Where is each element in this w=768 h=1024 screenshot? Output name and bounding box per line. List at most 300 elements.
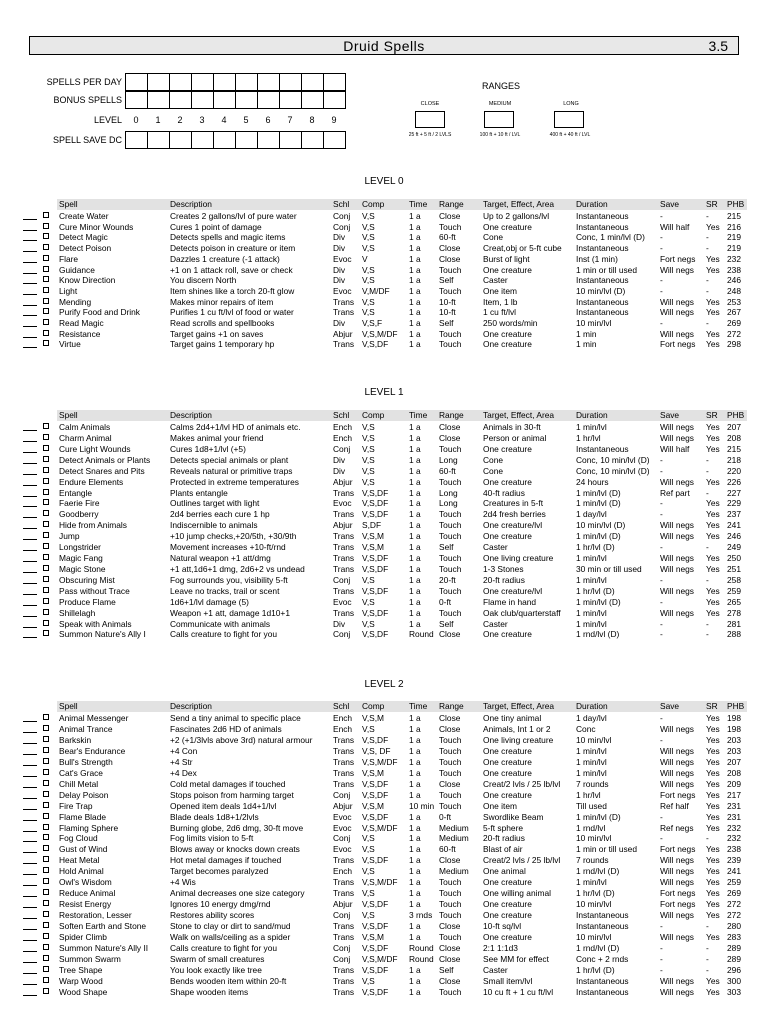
spell-checkbox[interactable] (43, 521, 49, 527)
prepared-count-line[interactable] (23, 732, 37, 733)
spell-checkbox[interactable] (43, 266, 49, 272)
casting-time: 1 a (409, 432, 421, 443)
spell-name: Bear's Endurance (59, 745, 126, 756)
grid-cell[interactable] (169, 131, 192, 149)
spell-checkbox[interactable] (43, 587, 49, 593)
prepared-count-line[interactable] (23, 315, 37, 316)
spell-resistance: Yes (706, 443, 720, 454)
spell-checkbox[interactable] (43, 824, 49, 830)
spell-checkbox[interactable] (43, 456, 49, 462)
prepared-count-line[interactable] (23, 743, 37, 744)
spell-checkbox[interactable] (43, 255, 49, 261)
close-range-box[interactable] (415, 111, 445, 128)
prepared-count-line[interactable] (23, 984, 37, 985)
phb-page: 239 (727, 855, 741, 866)
spell-target: One creature (483, 629, 532, 640)
prepared-count-line[interactable] (23, 572, 37, 573)
spell-components: V,S,M/DF (362, 756, 398, 767)
spell-range: Close (439, 778, 461, 789)
header-background (57, 410, 747, 421)
spell-row (0, 498, 768, 509)
spell-school: Evoc (333, 253, 352, 264)
spell-resistance: Yes (706, 476, 720, 487)
prepared-count-line[interactable] (23, 430, 37, 431)
prepared-count-line[interactable] (23, 907, 37, 908)
long-range-box[interactable] (554, 111, 584, 128)
grid-cell[interactable] (257, 73, 280, 91)
spell-checkbox[interactable] (43, 308, 49, 314)
prepared-count-line[interactable] (23, 616, 37, 617)
spell-checkbox[interactable] (43, 499, 49, 505)
spell-duration: Inst (1 min) (576, 253, 618, 264)
spell-components: V,S (362, 243, 375, 254)
spell-checkbox[interactable] (43, 769, 49, 775)
spell-checkbox[interactable] (43, 565, 49, 571)
spell-checkbox[interactable] (43, 988, 49, 994)
spell-duration: Instantaneous (576, 986, 629, 997)
phb-page: 265 (727, 596, 741, 607)
spell-checkbox[interactable] (43, 287, 49, 293)
prepared-count-line[interactable] (23, 240, 37, 241)
spell-checkbox[interactable] (43, 889, 49, 895)
spell-range: Touch (439, 800, 462, 811)
grid-cell[interactable] (125, 91, 148, 109)
spell-checkbox[interactable] (43, 598, 49, 604)
spell-description: Animal decreases one size category (170, 888, 305, 899)
spell-resistance: Yes (706, 553, 720, 564)
grid-cell[interactable] (169, 73, 192, 91)
spell-duration: 1 min/lvl (576, 422, 607, 432)
spell-checkbox[interactable] (43, 212, 49, 218)
spell-components: V,S,DF (362, 986, 389, 997)
spell-name: Animal Messenger (59, 713, 129, 723)
prepared-count-line[interactable] (23, 627, 37, 628)
grid-cell[interactable] (147, 73, 170, 91)
spell-target: Small item/lvl (483, 975, 533, 986)
saving-throw: Will half (660, 221, 690, 232)
prepared-count-line[interactable] (23, 809, 37, 810)
grid-cell[interactable] (169, 91, 192, 109)
spell-checkbox[interactable] (43, 576, 49, 582)
grid-cell[interactable] (235, 91, 258, 109)
spell-checkbox[interactable] (43, 758, 49, 764)
spell-description: Creates 2 gallons/lvl of pure water (170, 211, 297, 221)
prepared-count-line[interactable] (23, 918, 37, 919)
spell-name: Restoration, Lesser (59, 910, 132, 921)
prepared-count-line[interactable] (23, 452, 37, 453)
prepared-count-line[interactable] (23, 605, 37, 606)
spell-description: Indiscernible to animals (170, 520, 258, 531)
spell-checkbox[interactable] (43, 845, 49, 851)
saving-throw: Will negs (660, 531, 694, 542)
prepared-count-line[interactable] (23, 561, 37, 562)
prepared-count-line[interactable] (23, 754, 37, 755)
spell-range: Touch (439, 553, 462, 564)
prepared-count-line[interactable] (23, 347, 37, 348)
medium-range-box[interactable] (484, 111, 514, 128)
prepared-count-line[interactable] (23, 337, 37, 338)
spell-duration: 1 hr/lvl (D) (576, 888, 615, 899)
spell-range: Touch (439, 877, 462, 888)
grid-cell[interactable] (213, 131, 236, 149)
spell-components: V,S (362, 454, 375, 465)
spell-target: One tiny animal (483, 713, 542, 723)
spell-checkbox[interactable] (43, 900, 49, 906)
saving-throw: - (660, 275, 663, 286)
prepared-count-line[interactable] (23, 831, 37, 832)
spell-name: Detect Snares and Pits (59, 465, 145, 476)
spell-name: Tree Shape (59, 964, 103, 975)
spell-checkbox[interactable] (43, 609, 49, 615)
prepared-count-line[interactable] (23, 973, 37, 974)
spell-components: V,S,M (362, 800, 385, 811)
phb-page: 231 (727, 811, 741, 822)
spell-description: Shape wooden items (170, 986, 249, 997)
prepared-count-line[interactable] (23, 326, 37, 327)
saving-throw: - (660, 921, 663, 932)
saving-throw: - (660, 618, 663, 629)
prepared-count-line[interactable] (23, 787, 37, 788)
spell-table-header (0, 701, 768, 713)
spell-checkbox[interactable] (43, 736, 49, 742)
spell-checkbox[interactable] (43, 340, 49, 346)
grid-cell[interactable] (213, 91, 236, 109)
casting-time: 1 a (409, 844, 421, 855)
casting-time: 1 a (409, 866, 421, 877)
prepared-count-line[interactable] (23, 765, 37, 766)
spell-checkbox[interactable] (43, 630, 49, 636)
saving-throw: - (660, 574, 663, 585)
spell-range: Touch (439, 339, 462, 350)
casting-time: 1 a (409, 542, 421, 553)
grid-cell[interactable] (279, 91, 302, 109)
grid-cell[interactable] (257, 91, 280, 109)
casting-time: 1 a (409, 833, 421, 844)
prepared-count-line[interactable] (23, 776, 37, 777)
grid-cell[interactable] (323, 131, 346, 149)
prepared-count-line[interactable] (23, 474, 37, 475)
spell-checkbox[interactable] (43, 276, 49, 282)
spell-duration: 1 min (576, 339, 597, 350)
phb-page: 238 (727, 264, 741, 275)
spell-checkbox[interactable] (43, 233, 49, 239)
spell-name: Resistance (59, 328, 101, 339)
spell-name: Animal Trance (59, 723, 113, 734)
spell-checkbox[interactable] (43, 223, 49, 229)
spell-range: 10-ft (439, 307, 456, 318)
phb-page: 269 (727, 318, 741, 328)
spell-checkbox[interactable] (43, 878, 49, 884)
grid-cell[interactable] (301, 73, 324, 91)
spell-row (0, 564, 768, 575)
casting-time: 1 a (409, 811, 421, 822)
prepared-count-line[interactable] (23, 874, 37, 875)
spell-components: V,S (362, 833, 375, 844)
prepared-count-line[interactable] (23, 852, 37, 853)
spell-row (0, 757, 768, 768)
spell-school: Div (333, 243, 346, 254)
spell-range: Self (439, 542, 454, 553)
prepared-count-line[interactable] (23, 550, 37, 551)
spell-school: Conj (333, 833, 351, 844)
grid-cell[interactable] (147, 91, 170, 109)
spell-checkbox[interactable] (43, 966, 49, 972)
casting-time: 1 a (409, 574, 421, 585)
spell-checkbox[interactable] (43, 933, 49, 939)
grid-cell[interactable] (191, 131, 214, 149)
spell-range: Close (439, 855, 461, 866)
spell-name: Wood Shape (59, 986, 108, 997)
spell-school: Abjur (333, 328, 353, 339)
spell-row (0, 921, 768, 932)
spell-name: Gust of Wind (59, 844, 108, 855)
grid-cell[interactable] (301, 131, 324, 149)
casting-time: 1 a (409, 307, 421, 318)
spell-checkbox[interactable] (43, 532, 49, 538)
spell-duration: 1 rnd/lvl (D) (576, 629, 620, 640)
spell-checkbox[interactable] (43, 423, 49, 429)
spell-resistance: Yes (706, 910, 720, 921)
prepared-count-line[interactable] (23, 995, 37, 996)
grid-cell[interactable] (191, 91, 214, 109)
spell-checkbox[interactable] (43, 319, 49, 325)
prepared-count-line[interactable] (23, 506, 37, 507)
spell-resistance: Yes (706, 745, 720, 756)
spell-checkbox[interactable] (43, 791, 49, 797)
spell-row (0, 768, 768, 779)
spell-target: Animals in 30-ft (483, 422, 541, 432)
prepared-count-line[interactable] (23, 528, 37, 529)
spell-row (0, 724, 768, 735)
prepared-count-line[interactable] (23, 885, 37, 886)
spell-checkbox[interactable] (43, 911, 49, 917)
prepared-count-line[interactable] (23, 230, 37, 231)
spell-range: 60-ft (439, 844, 456, 855)
saving-throw: Will negs (660, 553, 694, 564)
prepared-count-line[interactable] (23, 962, 37, 963)
spell-checkbox[interactable] (43, 944, 49, 950)
spell-name: Fog Cloud (59, 833, 98, 844)
prepared-count-line[interactable] (23, 539, 37, 540)
spell-resistance: - (706, 942, 709, 953)
saving-throw: - (660, 454, 663, 465)
spell-name: Mending (59, 296, 92, 307)
casting-time: 1 a (409, 253, 421, 264)
spell-duration: 1 hr/lvl (576, 789, 601, 800)
prepared-count-line[interactable] (23, 485, 37, 486)
spell-duration: 1 min/lvl (576, 877, 607, 888)
prepared-count-line[interactable] (23, 820, 37, 821)
spell-checkbox[interactable] (43, 780, 49, 786)
spell-duration: 1 day/lvl (576, 509, 607, 520)
prepared-count-line[interactable] (23, 594, 37, 595)
saving-throw: - (660, 964, 663, 975)
spell-save-dc-cells[interactable] (125, 131, 345, 149)
saving-throw: Ref negs (660, 822, 694, 833)
prepared-count-line[interactable] (23, 896, 37, 897)
phb-page: 280 (727, 921, 741, 932)
spell-checkbox[interactable] (43, 620, 49, 626)
prepared-count-line[interactable] (23, 929, 37, 930)
grid-cell[interactable] (323, 91, 346, 109)
spell-components: V,S (362, 618, 375, 629)
prepared-count-line[interactable] (23, 863, 37, 864)
casting-time: 1 a (409, 275, 421, 286)
saving-throw: Will negs (660, 866, 694, 877)
spell-checkbox[interactable] (43, 330, 49, 336)
spell-description: Detects special animals or plant (170, 454, 289, 465)
spell-school: Ench (333, 422, 353, 432)
spells-per-day-cells[interactable] (125, 73, 345, 91)
spell-row (0, 812, 768, 823)
casting-time: 1 a (409, 986, 421, 997)
spell-checkbox[interactable] (43, 834, 49, 840)
spell-name: Resist Energy (59, 899, 112, 910)
casting-time: Round (409, 942, 434, 953)
spell-checkbox[interactable] (43, 856, 49, 862)
spell-target: Caster (483, 542, 508, 553)
spell-school: Conj (333, 910, 351, 921)
spell-duration: Instantaneous (576, 221, 629, 232)
phb-page: 250 (727, 553, 741, 564)
spell-range: Touch (439, 986, 462, 997)
spell-checkbox[interactable] (43, 802, 49, 808)
spell-range: Touch (439, 531, 462, 542)
spell-description: +4 Con (170, 745, 198, 756)
spell-table-header (0, 410, 768, 422)
prepared-count-line[interactable] (23, 294, 37, 295)
prepared-count-line[interactable] (23, 517, 37, 518)
spell-description: Protected in extreme temperatures (170, 476, 299, 487)
spell-target: 40-ft radius (483, 487, 525, 498)
spell-row (0, 265, 768, 276)
grid-cell[interactable] (213, 73, 236, 91)
spell-resistance: - (706, 454, 709, 465)
bonus-spells-cells[interactable] (125, 91, 345, 109)
spell-checkbox[interactable] (43, 977, 49, 983)
prepared-count-line[interactable] (23, 262, 37, 263)
grid-cell[interactable] (257, 131, 280, 149)
saving-throw: Will negs (660, 520, 694, 531)
spell-target: One creature (483, 328, 532, 339)
spell-description: Read scrolls and spellbooks (170, 318, 275, 328)
prepared-count-line[interactable] (23, 283, 37, 284)
spell-checkbox[interactable] (43, 543, 49, 549)
casting-time: 1 a (409, 822, 421, 833)
prepared-count-line[interactable] (23, 637, 37, 638)
spell-checkbox[interactable] (43, 725, 49, 731)
saving-throw: Will negs (660, 855, 694, 866)
spell-name: Bull's Strength (59, 756, 113, 767)
column-header-spell-resistance: SR (706, 701, 718, 711)
spell-duration: 1 min or till used (576, 264, 637, 275)
saving-throw: Will negs (660, 296, 694, 307)
grid-cell[interactable] (125, 131, 148, 149)
spell-components: V,S (362, 975, 375, 986)
prepared-count-line[interactable] (23, 219, 37, 220)
prepared-count-line[interactable] (23, 583, 37, 584)
prepared-count-line[interactable] (23, 940, 37, 941)
spell-row (0, 735, 768, 746)
spell-checkbox[interactable] (43, 955, 49, 961)
casting-time: 1 a (409, 756, 421, 767)
spell-checkbox[interactable] (43, 813, 49, 819)
spell-school: Trans (333, 542, 355, 553)
spell-duration: 1 min/lvl (576, 745, 607, 756)
casting-time: 3 rnds (409, 910, 433, 921)
grid-cell[interactable] (279, 73, 302, 91)
prepared-count-line[interactable] (23, 721, 37, 722)
prepared-count-line[interactable] (23, 841, 37, 842)
grid-cell[interactable] (235, 73, 258, 91)
prepared-count-line[interactable] (23, 305, 37, 306)
column-header-casting-time: Time (409, 199, 428, 209)
spell-checkbox[interactable] (43, 467, 49, 473)
spell-checkbox[interactable] (43, 244, 49, 250)
spell-name: Magic Fang (59, 553, 103, 564)
spell-row (0, 608, 768, 619)
grid-cell[interactable] (323, 73, 346, 91)
prepared-count-line[interactable] (23, 798, 37, 799)
spell-target: 10 cu ft + 1 cu ft/lvl (483, 986, 554, 997)
spell-row (0, 520, 768, 531)
spell-range: Touch (439, 585, 462, 596)
spell-checkbox[interactable] (43, 510, 49, 516)
spell-description: Stone to clay or dirt to sand/mud (170, 921, 291, 932)
saving-throw: Ref part (660, 487, 690, 498)
phb-page: 215 (727, 211, 741, 221)
spell-row (0, 455, 768, 466)
spell-components: V,S (362, 866, 375, 877)
prepared-count-line[interactable] (23, 273, 37, 274)
spell-description: Purifies 1 cu ft/lvl of food or water (170, 307, 294, 318)
grid-cell[interactable] (147, 131, 170, 149)
grid-cell[interactable] (191, 73, 214, 91)
grid-cell[interactable] (235, 131, 258, 149)
grid-cell[interactable] (279, 131, 302, 149)
prepared-count-line[interactable] (23, 951, 37, 952)
spell-duration: 1 min/lvl (D) (576, 498, 621, 509)
spell-checkbox[interactable] (43, 298, 49, 304)
prepared-count-line[interactable] (23, 496, 37, 497)
prepared-count-line[interactable] (23, 463, 37, 464)
column-header-saving-throw: Save (660, 701, 680, 711)
spell-checkbox[interactable] (43, 445, 49, 451)
spell-checkbox[interactable] (43, 489, 49, 495)
spell-checkbox[interactable] (43, 434, 49, 440)
spell-resistance: Yes (706, 422, 720, 432)
spell-checkbox[interactable] (43, 714, 49, 720)
spell-checkbox[interactable] (43, 747, 49, 753)
spell-checkbox[interactable] (43, 867, 49, 873)
grid-cell[interactable] (301, 91, 324, 109)
spell-row (0, 899, 768, 910)
spell-target: 250 words/min (483, 318, 538, 328)
grid-cell[interactable] (125, 73, 148, 91)
spell-checkbox[interactable] (43, 478, 49, 484)
spell-row (0, 222, 768, 233)
spell-range: Close (439, 713, 461, 723)
spell-school: Trans (333, 307, 355, 318)
spell-school: Conj (333, 789, 351, 800)
prepared-count-line[interactable] (23, 251, 37, 252)
spell-school: Abjur (333, 520, 353, 531)
spell-checkbox[interactable] (43, 554, 49, 560)
prepared-count-line[interactable] (23, 441, 37, 442)
spell-row (0, 586, 768, 597)
spell-checkbox[interactable] (43, 922, 49, 928)
spell-school: Ench (333, 432, 353, 443)
